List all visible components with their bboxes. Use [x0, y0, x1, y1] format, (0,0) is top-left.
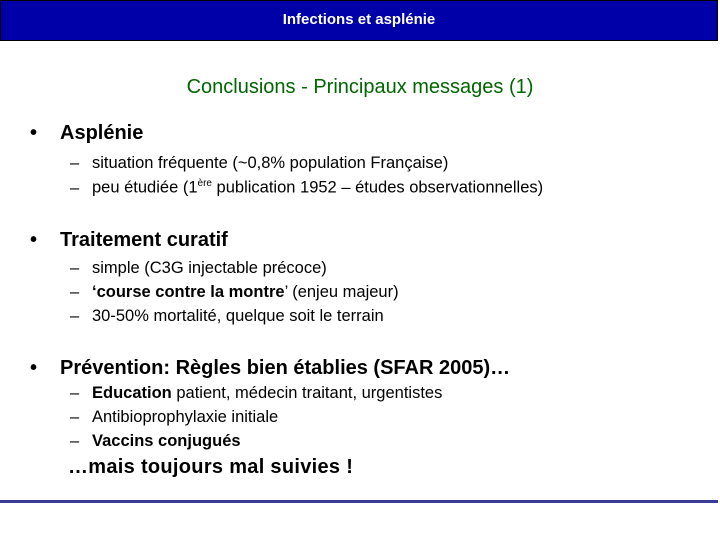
- sub-item-text: ’ (enjeu majeur): [284, 283, 399, 301]
- dash-marker: –: [70, 259, 80, 277]
- bullet-heading: Asplénie: [60, 122, 144, 144]
- dash-marker: –: [70, 307, 80, 325]
- sub-item: [70, 283, 399, 302]
- bullet-marker: •: [30, 122, 38, 144]
- dash-marker: –: [70, 432, 80, 450]
- dash-marker: –: [70, 384, 80, 402]
- sub-item: [70, 307, 384, 326]
- sub-item: [70, 154, 448, 173]
- sub-item: [70, 259, 327, 278]
- sub-item-bold: Vaccins conjugués: [92, 432, 241, 450]
- footer-divider: [0, 500, 718, 503]
- dash-marker: –: [70, 283, 80, 301]
- sub-item-text: 30-50% mortalité, quelque soit le terrain: [92, 307, 384, 325]
- sub-item-text: Antibioprophylaxie initiale: [92, 408, 279, 426]
- superscript: ère: [197, 178, 212, 189]
- sub-item: [70, 432, 241, 451]
- dash-marker: –: [70, 154, 80, 172]
- sub-item: [70, 178, 543, 198]
- sub-item-bold: ‘course contre la montre: [92, 283, 285, 301]
- bullet-heading: Prévention: Règles bien établies (SFAR 2005)…: [60, 357, 511, 379]
- sub-item-bold: Education: [92, 384, 172, 402]
- dash-marker: –: [70, 178, 80, 197]
- bullet-prevention: [30, 357, 510, 380]
- bullet-traitement: [30, 229, 228, 252]
- slide-subtitle: Conclusions - Principaux messages (1): [186, 76, 534, 98]
- sub-item-text: peu étudiée (1: [92, 178, 198, 197]
- bullet-asplenie: [30, 122, 143, 145]
- dash-marker: –: [70, 408, 80, 426]
- sub-item-text: publication 1952 – études observationnelles): [211, 178, 544, 197]
- header-title: Infections et asplénie: [282, 11, 436, 28]
- sub-item-text: patient, médecin traitant, urgentistes: [171, 384, 443, 402]
- sub-item-text: simple (C3G injectable précoce): [92, 259, 327, 277]
- sub-item: [70, 408, 278, 427]
- sub-item: [70, 384, 442, 403]
- bullet-marker: •: [30, 357, 38, 379]
- header-bar: [0, 0, 718, 41]
- closing-statement: …mais toujours mal suivies !: [68, 456, 354, 478]
- sub-item-text: situation fréquente (~0,8% population Française): [92, 154, 449, 172]
- bullet-marker: •: [30, 229, 38, 251]
- bullet-heading: Traitement curatif: [60, 229, 228, 251]
